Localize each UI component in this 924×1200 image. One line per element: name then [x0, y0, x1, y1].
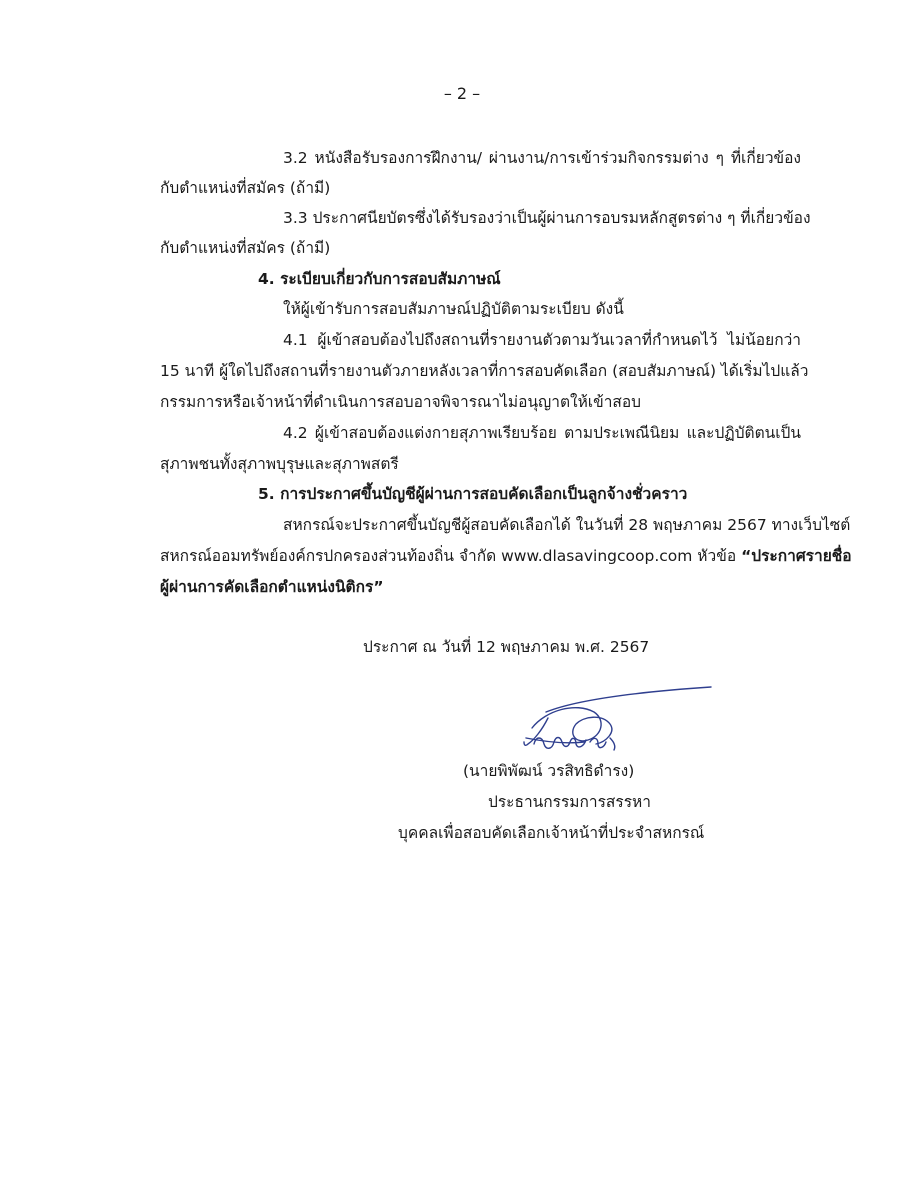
section-4-heading: 4. ระเบียบเกี่ยวกับการสอบสัมภาษณ์	[258, 270, 501, 288]
section-5-line-2-text: สหกรณ์ออมทรัพย์องค์กรปกครองส่วนท้องถิ่น จำกัด www.dlasavingcoop.com หัวข้อ	[160, 547, 742, 565]
item-4-1-line-1: 4.1 ผู้เข้าสอบต้องไปถึงสถานที่รายงานตัวตามวันเวลาที่กำหนดไว้ ไม่น้อยกว่า	[283, 331, 801, 349]
item-3-3-line-1: 3.3 ประกาศนียบัตรซึ่งได้รับรองว่าเป็นผู้ผ่านการอบรมหลักสูตรต่าง ๆ ที่เกี่ยวข้อง	[283, 209, 811, 227]
page-number: – 2 –	[443, 84, 481, 103]
signatory-title-line-2: บุคคลเพื่อสอบคัดเลือกเจ้าหน้าที่ประจำสหกรณ์	[398, 824, 705, 842]
section-5-line-1: สหกรณ์จะประกาศขึ้นบัญชีผู้สอบคัดเลือกได้ ในวันที่ 28 พฤษภาคม 2567 ทางเว็บไซต์	[283, 516, 851, 534]
item-3-3-line-2: กับตำแหน่งที่สมัคร (ถ้ามี)	[160, 239, 331, 257]
item-4-2-line-2: สุภาพชนทั้งสุภาพบุรุษและสุภาพสตรี	[160, 455, 399, 473]
handwritten-signature	[506, 680, 726, 764]
item-4-1-line-2: 15 นาที ผู้ใดไปถึงสถานที่รายงานตัวภายหลังเวลาที่การสอบคัดเลือก (สอบสัมภาษณ์) ได้เริ่มไปแล้ว	[160, 362, 809, 380]
announcement-topic-end: ผู้ผ่านการคัดเลือกตำแหน่งนิติกร”	[160, 578, 384, 596]
item-4-2-line-1: 4.2 ผู้เข้าสอบต้องแต่งกายสุภาพเรียบร้อย ตามประเพณีนิยม และปฏิบัติตนเป็น	[283, 424, 801, 442]
signatory-name: (นายพิพัฒน์ วรสิทธิดำรง)	[463, 762, 635, 780]
section-4-intro: ให้ผู้เข้ารับการสอบสัมภาษณ์ปฏิบัติตามระเบียบ ดังนี้	[283, 300, 624, 318]
signatory-title-line-1: ประธานกรรมการสรรหา	[488, 793, 651, 811]
section-5-line-2	[160, 545, 852, 567]
item-4-1-line-3: กรรมการหรือเจ้าหน้าที่ดำเนินการสอบอาจพิจารณาไม่อนุญาตให้เข้าสอบ	[160, 393, 642, 411]
section-5-heading: 5. การประกาศขึ้นบัญชีผู้ผ่านการสอบคัดเลือกเป็นลูกจ้างชั่วคราว	[258, 485, 688, 503]
item-3-2-line-1: 3.2 หนังสือรับรองการฝึกงาน/ ผ่านงาน/การเข้าร่วมกิจกรรมต่าง ๆ ที่เกี่ยวข้อง	[283, 149, 801, 167]
announcement-date: ประกาศ ณ วันที่ 12 พฤษภาคม พ.ศ. 2567	[363, 638, 650, 656]
item-3-2-line-2: กับตำแหน่งที่สมัคร (ถ้ามี)	[160, 179, 331, 197]
announcement-topic-start: “ประกาศรายชื่อ	[741, 547, 852, 565]
